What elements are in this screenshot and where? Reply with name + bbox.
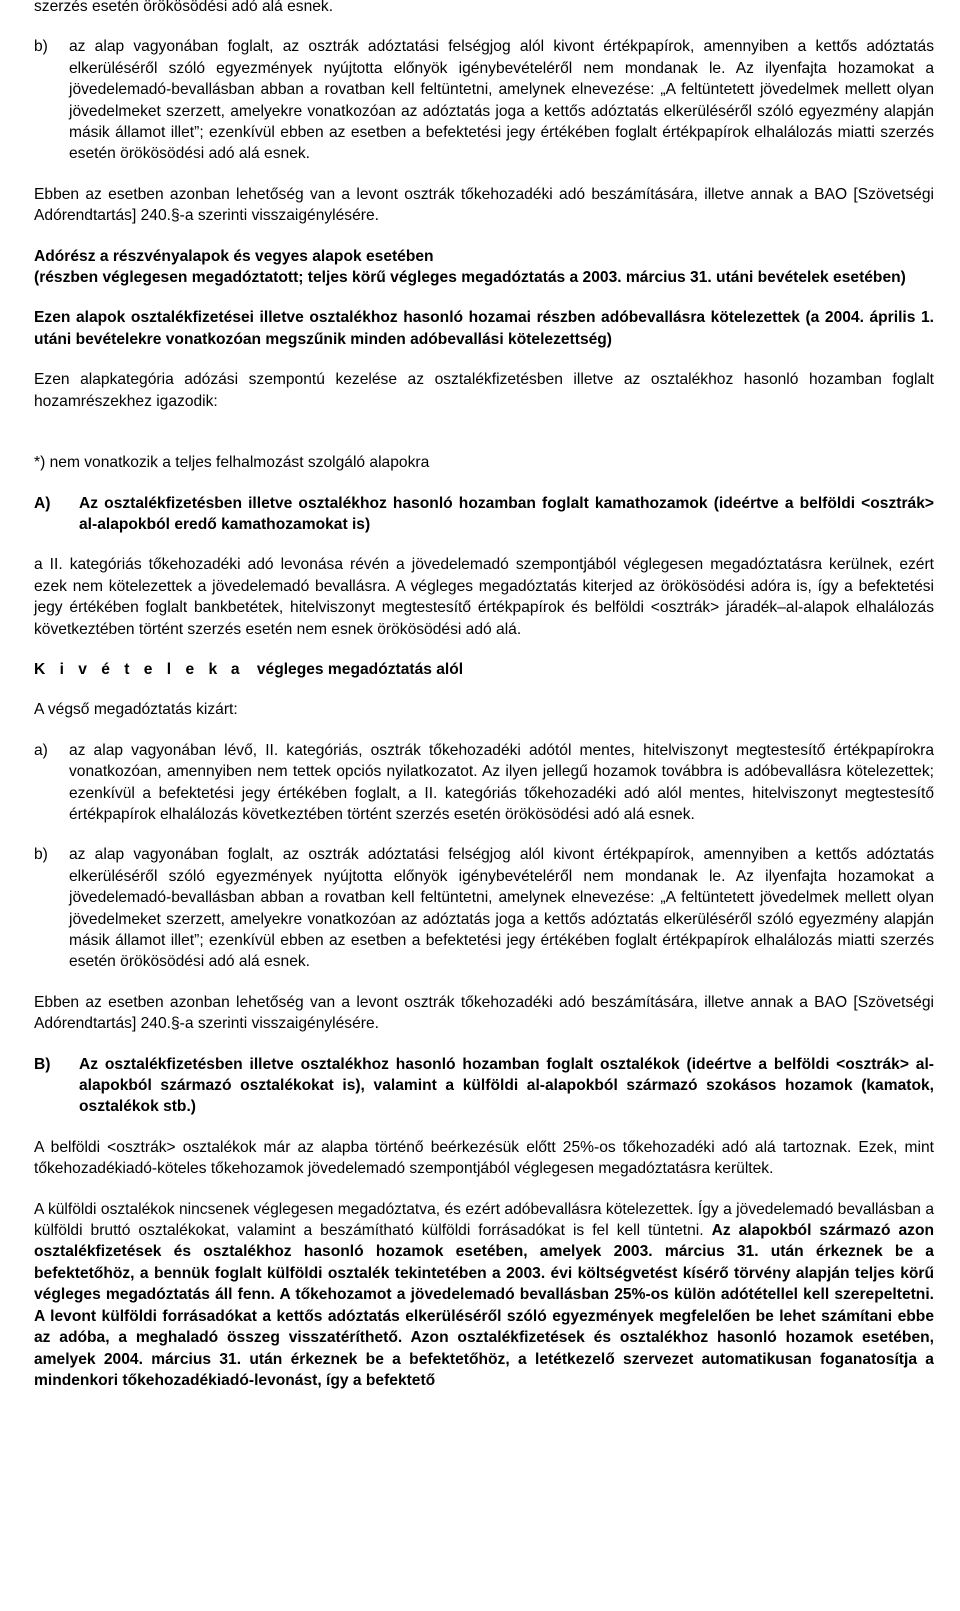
section-subheading: (részben véglegesen megadóztatott; teljes körű végleges megadóztatás a 2003. március 31. utáni bevételek esetében) xyxy=(34,269,906,287)
exceptions-word: K i v é t e l e k xyxy=(34,660,223,678)
paragraph-refund-note: Ebben az esetben azonban lehetőség van a levont osztrák tőkehozadéki adó beszámítására, illetve annak a BAO [Szövetségi Adórendtartás] 240.§-a szerinti visszaigénylésére. xyxy=(34,185,934,225)
list-text: az alap vagyonában foglalt, az osztrák adóztatási felségjog alól kivont értékpapírok, amennyiben a kettős adóztatás elkerüléséről szóló egyezmények nyújtotta előnyök igénybevételéről nem mondanak le. Az ilyenfajta hozamokat a jövedelemadó-bevallásban abban a rovatban kell feltüntetni, amelynek elnevezése: „A feltüntetett jövedelmek mellett olyan jövedelmeket szerzett, amelyekre vonatkozóan az adóztatás joga a kettős adóztatás elkerüléséről szóló egyezmény alapján másik államot illet”; ezenkívül ebben az esetben a befektetési jegy értékében foglalt értékpapírok elhalálozás miatti szerzés esetén örökösödési adó alá esnek. xyxy=(69,846,934,971)
paragraph-continuation: szerzés esetén örökösödési adó alá esnek. xyxy=(34,0,334,15)
list-text: az alap vagyonában foglalt, az osztrák adóztatási felségjog alól kivont értékpapírok, amennyiben a kettős adóztatás elkerüléséről szóló egyezmények nyújtotta előnyök igénybevételéről nem mondanak le. Az ilyenfajta hozamokat a jövedelemadó-bevallásban abban a rovatban kell feltüntetni, amelynek elnevezése: „A feltüntetett jövedelmek mellett olyan jövedelmeket szerzett, amelyekre vonatkozóan az adóztatás joga a kettős adóztatás elkerüléséről szóló egyezmény alapján másik államot illet”; ezenkívül ebben az esetben a befektetési jegy értékében foglalt értékpapírok elhalálozás miatti szerzés esetén örökösödési adó alá esnek. xyxy=(69,38,934,163)
list-label: a) xyxy=(34,741,48,759)
heading-b xyxy=(34,1054,934,1118)
exceptions-rest: végleges megadóztatás alól xyxy=(256,660,464,678)
heading-a-text: Az osztalékfizetésben illetve osztalékhoz hasonló hozamban foglalt kamathozamok (ideértve a belföldi <osztrák> al-alapokból eredő kamathozamokat is) xyxy=(79,494,934,533)
list-text: az alap vagyonában lévő, II. kategóriás, osztrák tőkehozadéki adótól mentes, hitelviszonyt megtestesítő értékpapírokra vonatkozóan, amennyiben nem tettek opciós nyilatkozatot. Az ilyen jellegű hozamok továbbra is adóbevallásra kötelezettek; ezenkívül a befektetési jegy értékében foglalt, a II. kategóriás tőkehozadéki adó alól mentes, hitelviszonyt megtestesítő értékpapírok elhalálozás következtében történt szerzés esetén örökösödési adó alá esnek. xyxy=(69,741,934,823)
heading-a xyxy=(34,493,934,536)
paragraph-excluded: A végső megadóztatás kizárt: xyxy=(34,701,238,719)
section-note-bold: Ezen alapok osztalékfizetései illetve osztalékhoz hasonló hozamai részben adóbevallásra kötelezettek (a 2004. április 1. utáni bevételekre vonatkozóan megszűnik minden adóbevallási kötelezettség) xyxy=(34,309,934,348)
list-item-b-first xyxy=(34,36,934,164)
paragraph-domestic-dividends: A belföldi <osztrák> osztalékok már az alapba történő beérkezésük előtt 25%-os tőkehozadéki adó alá tartoznak. Ezek, mint tőkehozadékiadó-köteles tőkehozamok jövedelemadó szempontjából véglegesen megadóztatásra kerültek. xyxy=(34,1138,934,1178)
list-item-a xyxy=(34,740,934,826)
paragraph-final-tax: a II. kategóriás tőkehozadéki adó levonása révén a jövedelemadó szempontjából véglegesen megadóztatásra kerülnek, ezért ezek nem kötelezettek a jövedelemadó bevallásra. A végleges megadóztatás kiterjed az örökösödési adóra is, így a befektetési jegy értékében foglalt bankbetétek, hitelviszonyt megtestesítő értékpapírok és belföldi <osztrák> járadék–al-alapok elhalálozás következtében történt szerzés esetén nem esnek örökösödési adó alá. xyxy=(34,556,934,638)
foreign-dividends-bold-text: Az alapokból származó azon osztalékfizetések és osztalékhoz hasonló hozamok esetében, amelyek 2003. március 31. után érkeznek be a befektetőhöz, a bennük foglalt külföldi osztalék tekintetében a 2003. évi költségvetést kísérő törvény alapján teljes körű végleges megadóztatás áll fenn. A tőkehozamot a jövedelemadó bevallásban 25%-os külön adótétellel kell szerepeltetni. A levont külföldi forrásadókat a kettős adóztatás elkerüléséről szóló egyezmények megfelelően be lehet számítani ebbe az adóba, a meghaladó összeg visszatéríthető. Azon osztalékfizetések és osztalékhoz hasonló hozamok esetében, amelyek 2004. március 31. után érkeznek be a befektetőhöz, a letétkezelő szervezet automatikusan foganatosítja a mindenkori tőkehozadékiadó-levonást, így a befektető xyxy=(34,1222,934,1389)
paragraph-refund-note-2: Ebben az esetben azonban lehetőség van a levont osztrák tőkehozadéki adó beszámítására, illetve annak a BAO [Szövetségi Adórendtartás] 240.§-a szerinti visszaigénylésére. xyxy=(34,993,934,1033)
section-heading: Adórész a részvényalapok és vegyes alapok esetében xyxy=(34,247,434,265)
list-item-b-second xyxy=(34,844,934,972)
paragraph-foreign-dividends xyxy=(34,1199,934,1392)
list-label: b) xyxy=(34,846,48,864)
document-page xyxy=(34,0,934,1391)
exceptions-heading xyxy=(34,659,934,680)
foreign-dividends-text: A külföldi osztalékok nincsenek véglegesen megadóztatva, és ezért adóbevallásra kötelezettek. Így a jövedelemadó bevallásban a külföldi bruttó osztalékokat, valamint a beszámítható külföldi forrásadókat is fel kell tüntetni. xyxy=(34,1200,934,1240)
paragraph-category: Ezen alapkategória adózási szempontú kezelése az osztalékfizetésben illetve az osztalékhoz hasonló hozamban foglalt hozamrészekhez igazodik: xyxy=(34,371,934,410)
footnote: *) nem vonatkozik a teljes felhalmozást szolgáló alapokra xyxy=(34,454,430,472)
list-label: b) xyxy=(34,38,48,56)
exceptions-article: a xyxy=(230,660,240,678)
heading-a-label: A) xyxy=(34,494,51,512)
heading-b-text: Az osztalékfizetésben illetve osztalékhoz hasonló hozamban foglalt osztalékok (ideértve a belföldi <osztrák> al-alapokból származó osztalékokat is), valamint a külföldi al-alapokból származó szokásos hozamok (kamatok, osztalékok stb.) xyxy=(79,1055,934,1116)
heading-b-label: B) xyxy=(34,1055,51,1073)
